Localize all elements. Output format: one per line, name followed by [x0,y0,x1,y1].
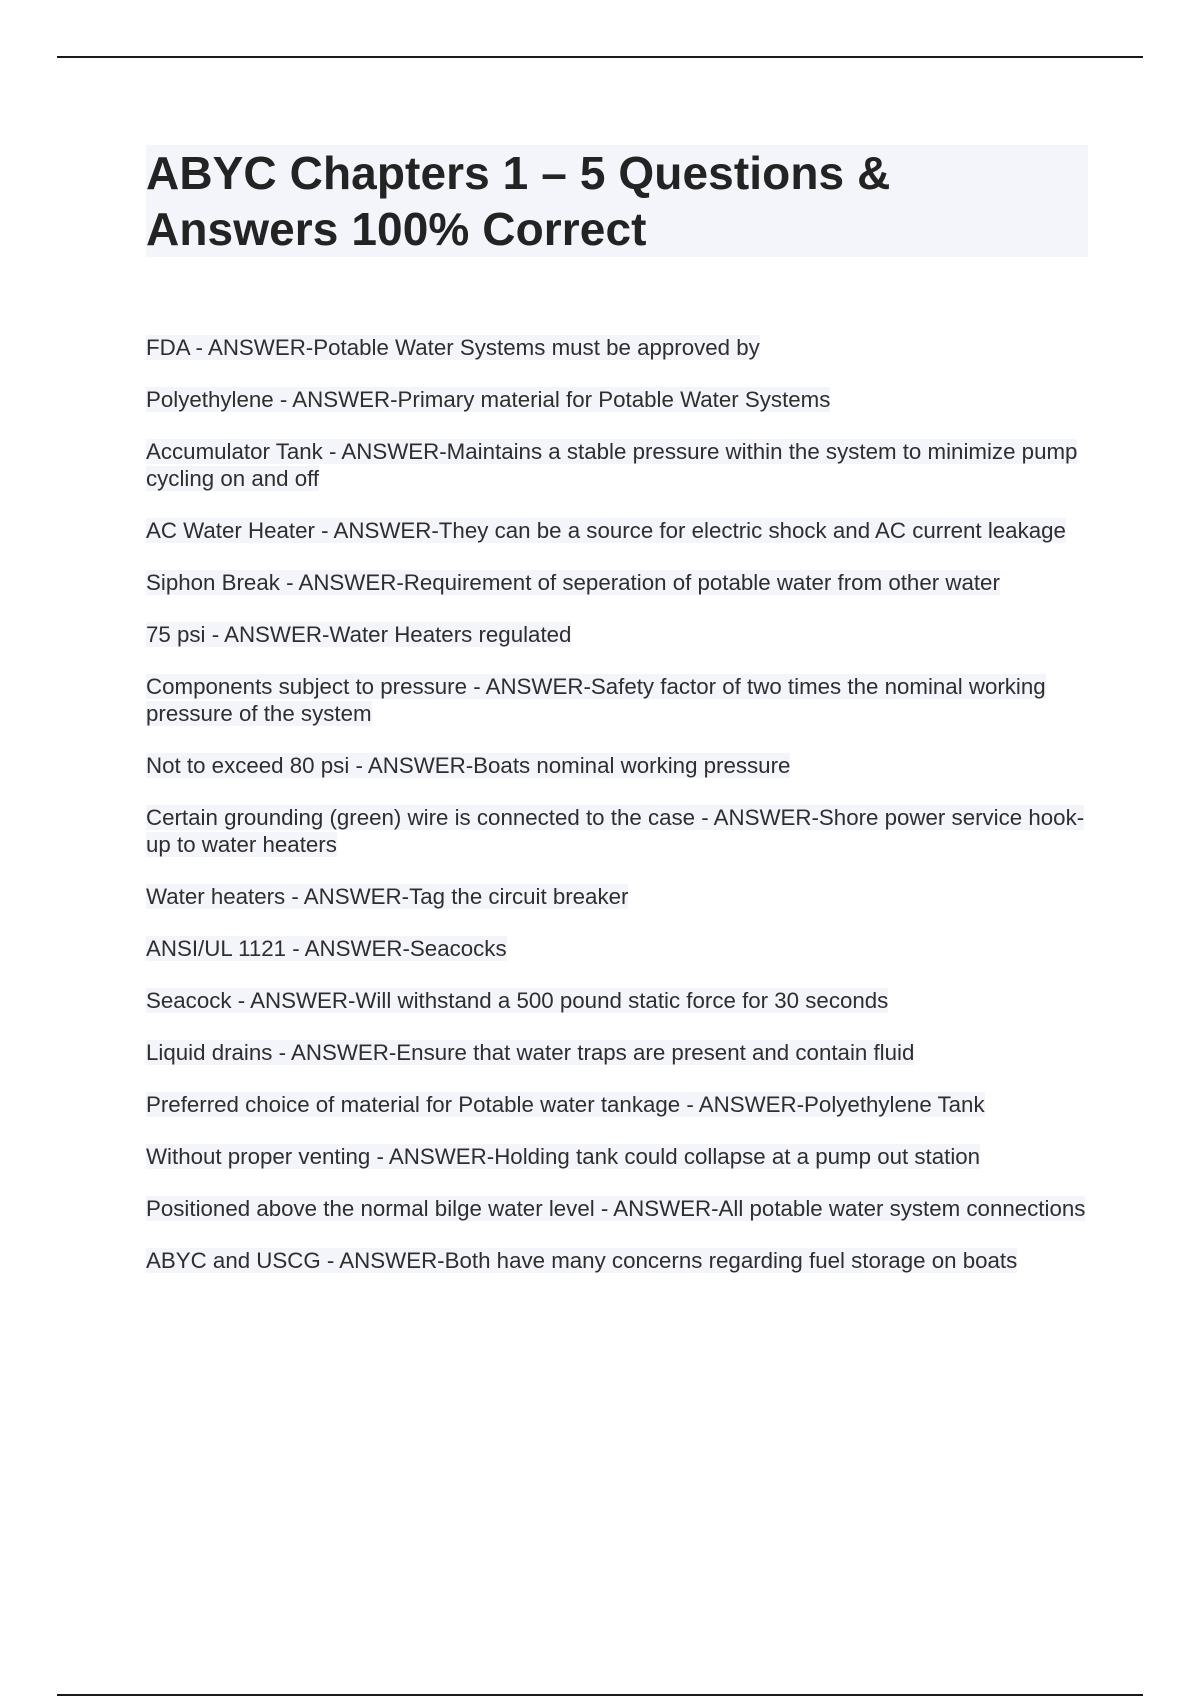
qa-item [146,569,1096,596]
qa-text: Polyethylene - ANSWER-Primary material for Potable Water Systems [146,387,831,412]
qa-text: Liquid drains - ANSWER-Ensure that water traps are present and contain fluid [146,1040,915,1065]
qa-text: Siphon Break - ANSWER-Requirement of seperation of potable water from other water [146,570,1000,595]
qa-text: Positioned above the normal bilge water level - ANSWER-All potable water system connections [146,1196,1086,1221]
qa-item [146,1195,1096,1222]
header-rule [57,56,1143,58]
qa-text: Preferred choice of material for Potable water tankage - ANSWER-Polyethylene Tank [146,1092,985,1117]
qa-text: Components subject to pressure - ANSWER-Safety factor of two times the nominal working pressure of the system [146,674,1046,726]
qa-text: Without proper venting - ANSWER-Holding tank could collapse at a pump out station [146,1144,981,1169]
qa-text: FDA - ANSWER-Potable Water Systems must be approved by [146,335,760,360]
qa-text: Not to exceed 80 psi - ANSWER-Boats nominal working pressure [146,753,791,778]
qa-text: Accumulator Tank - ANSWER-Maintains a stable pressure within the system to minimize pump cycling on and off [146,439,1078,491]
qa-item [146,987,1096,1014]
qa-item [146,1039,1096,1066]
qa-item [146,752,1096,779]
qa-item [146,935,1096,962]
qa-text: ABYC and USCG - ANSWER-Both have many concerns regarding fuel storage on boats [146,1248,1018,1273]
qa-item [146,438,1096,492]
qa-item [146,883,1096,910]
qa-item [146,386,1096,413]
qa-text: Certain grounding (green) wire is connected to the case - ANSWER-Shore power service hook-up to water heaters [146,805,1085,857]
qa-item [146,1143,1096,1170]
qa-text: Water heaters - ANSWER-Tag the circuit breaker [146,884,629,909]
qa-item [146,804,1096,858]
qa-item [146,1091,1096,1118]
qa-item [146,517,1096,544]
qa-item [146,673,1096,727]
qa-text: AC Water Heater - ANSWER-They can be a source for electric shock and AC current leakage [146,518,1066,543]
qa-item [146,621,1096,648]
footer-rule [57,1694,1143,1696]
title-block [146,145,1088,257]
qa-text: Seacock - ANSWER-Will withstand a 500 pound static force for 30 seconds [146,988,889,1013]
document-title: ABYC Chapters 1 – 5 Questions & Answers 100% Correct [146,147,891,255]
qa-item [146,334,1096,361]
qa-text: 75 psi - ANSWER-Water Heaters regulated [146,622,572,647]
qa-list [146,334,1096,1299]
qa-text: ANSI/UL 1121 - ANSWER-Seacocks [146,936,507,961]
qa-item [146,1247,1096,1274]
